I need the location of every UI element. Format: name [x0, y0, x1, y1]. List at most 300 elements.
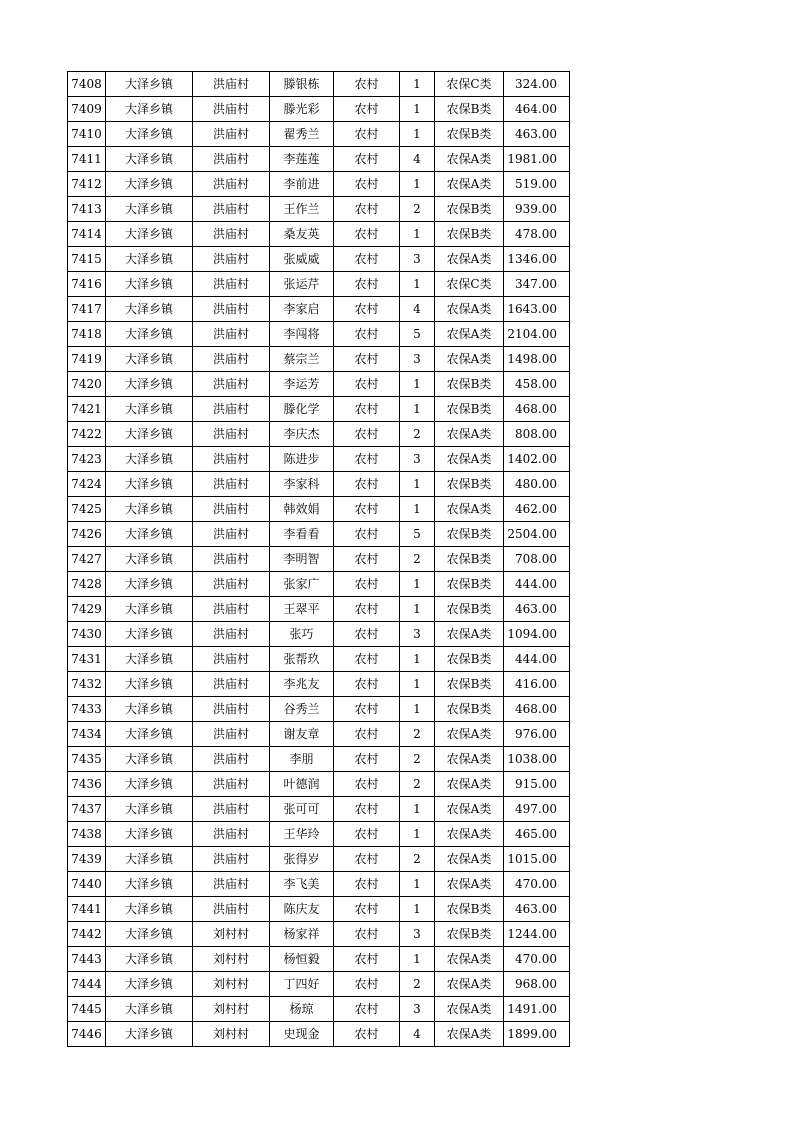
village-cell: 洪庙村: [193, 372, 270, 397]
table-row: [68, 247, 570, 272]
town-cell: 大泽乡镇: [106, 172, 193, 197]
amount-cell: 463.00: [504, 897, 570, 922]
id-cell: 7440: [68, 872, 106, 897]
village-cell: 洪庙村: [193, 222, 270, 247]
category-cell: 农保A类: [435, 297, 504, 322]
member-count-cell: 1: [400, 822, 435, 847]
category-cell: 农保B类: [435, 222, 504, 247]
village-cell: 刘村村: [193, 997, 270, 1022]
amount-cell: 462.00: [504, 497, 570, 522]
category-cell: 农保B类: [435, 922, 504, 947]
category-cell: 农保A类: [435, 772, 504, 797]
table-row: [68, 622, 570, 647]
amount-cell: 468.00: [504, 397, 570, 422]
category-cell: 农保A类: [435, 422, 504, 447]
member-count-cell: 1: [400, 572, 435, 597]
name-cell: 张得岁: [270, 847, 334, 872]
name-cell: 滕光彩: [270, 97, 334, 122]
amount-cell: 1899.00: [504, 1022, 570, 1047]
household-type-cell: 农村: [334, 347, 400, 372]
village-cell: 洪庙村: [193, 97, 270, 122]
category-cell: 农保B类: [435, 672, 504, 697]
id-cell: 7420: [68, 372, 106, 397]
name-cell: 叶德润: [270, 772, 334, 797]
records-table: [67, 71, 570, 1047]
member-count-cell: 2: [400, 772, 435, 797]
household-type-cell: 农村: [334, 1022, 400, 1047]
household-type-cell: 农村: [334, 422, 400, 447]
name-cell: 滕化学: [270, 397, 334, 422]
household-type-cell: 农村: [334, 822, 400, 847]
village-cell: 洪庙村: [193, 597, 270, 622]
amount-cell: 478.00: [504, 222, 570, 247]
id-cell: 7442: [68, 922, 106, 947]
village-cell: 洪庙村: [193, 447, 270, 472]
town-cell: 大泽乡镇: [106, 647, 193, 672]
village-cell: 洪庙村: [193, 322, 270, 347]
name-cell: 丁四好: [270, 972, 334, 997]
village-cell: 洪庙村: [193, 847, 270, 872]
category-cell: 农保B类: [435, 372, 504, 397]
id-cell: 7430: [68, 622, 106, 647]
village-cell: 洪庙村: [193, 247, 270, 272]
member-count-cell: 1: [400, 947, 435, 972]
name-cell: 李看看: [270, 522, 334, 547]
category-cell: 农保B类: [435, 897, 504, 922]
town-cell: 大泽乡镇: [106, 997, 193, 1022]
table-row: [68, 947, 570, 972]
amount-cell: 497.00: [504, 797, 570, 822]
household-type-cell: 农村: [334, 147, 400, 172]
village-cell: 洪庙村: [193, 397, 270, 422]
household-type-cell: 农村: [334, 897, 400, 922]
table-row: [68, 122, 570, 147]
category-cell: 农保B类: [435, 597, 504, 622]
amount-cell: 1498.00: [504, 347, 570, 372]
amount-cell: 470.00: [504, 947, 570, 972]
table-row: [68, 97, 570, 122]
town-cell: 大泽乡镇: [106, 447, 193, 472]
table-row: [68, 872, 570, 897]
amount-cell: 708.00: [504, 547, 570, 572]
town-cell: 大泽乡镇: [106, 222, 193, 247]
id-cell: 7443: [68, 947, 106, 972]
town-cell: 大泽乡镇: [106, 622, 193, 647]
id-cell: 7435: [68, 747, 106, 772]
amount-cell: 470.00: [504, 872, 570, 897]
household-type-cell: 农村: [334, 497, 400, 522]
category-cell: 农保A类: [435, 622, 504, 647]
category-cell: 农保A类: [435, 847, 504, 872]
town-cell: 大泽乡镇: [106, 122, 193, 147]
table-row: [68, 272, 570, 297]
amount-cell: 347.00: [504, 272, 570, 297]
table-row: [68, 972, 570, 997]
category-cell: 农保A类: [435, 322, 504, 347]
town-cell: 大泽乡镇: [106, 897, 193, 922]
table-row: [68, 322, 570, 347]
name-cell: 李家科: [270, 472, 334, 497]
household-type-cell: 农村: [334, 272, 400, 297]
member-count-cell: 1: [400, 647, 435, 672]
village-cell: 洪庙村: [193, 722, 270, 747]
table-row: [68, 822, 570, 847]
household-type-cell: 农村: [334, 97, 400, 122]
name-cell: 陈进步: [270, 447, 334, 472]
member-count-cell: 3: [400, 447, 435, 472]
member-count-cell: 1: [400, 222, 435, 247]
household-type-cell: 农村: [334, 397, 400, 422]
name-cell: 李飞美: [270, 872, 334, 897]
table-row: [68, 472, 570, 497]
amount-cell: 465.00: [504, 822, 570, 847]
village-cell: 洪庙村: [193, 497, 270, 522]
category-cell: 农保A类: [435, 722, 504, 747]
member-count-cell: 1: [400, 72, 435, 97]
household-type-cell: 农村: [334, 997, 400, 1022]
table-row: [68, 747, 570, 772]
member-count-cell: 1: [400, 397, 435, 422]
household-type-cell: 农村: [334, 247, 400, 272]
village-cell: 洪庙村: [193, 297, 270, 322]
member-count-cell: 1: [400, 472, 435, 497]
household-type-cell: 农村: [334, 197, 400, 222]
member-count-cell: 1: [400, 672, 435, 697]
amount-cell: 2104.00: [504, 322, 570, 347]
household-type-cell: 农村: [334, 672, 400, 697]
amount-cell: 458.00: [504, 372, 570, 397]
amount-cell: 1402.00: [504, 447, 570, 472]
village-cell: 洪庙村: [193, 522, 270, 547]
table-row: [68, 897, 570, 922]
member-count-cell: 5: [400, 522, 435, 547]
id-cell: 7436: [68, 772, 106, 797]
table-row: [68, 72, 570, 97]
town-cell: 大泽乡镇: [106, 497, 193, 522]
town-cell: 大泽乡镇: [106, 197, 193, 222]
id-cell: 7426: [68, 522, 106, 547]
member-count-cell: 2: [400, 197, 435, 222]
id-cell: 7433: [68, 697, 106, 722]
village-cell: 洪庙村: [193, 822, 270, 847]
household-type-cell: 农村: [334, 472, 400, 497]
id-cell: 7428: [68, 572, 106, 597]
town-cell: 大泽乡镇: [106, 147, 193, 172]
village-cell: 洪庙村: [193, 172, 270, 197]
name-cell: 李明智: [270, 547, 334, 572]
name-cell: 李兆友: [270, 672, 334, 697]
name-cell: 张可可: [270, 797, 334, 822]
member-count-cell: 1: [400, 797, 435, 822]
name-cell: 杨琼: [270, 997, 334, 1022]
household-type-cell: 农村: [334, 547, 400, 572]
table-row: [68, 572, 570, 597]
town-cell: 大泽乡镇: [106, 272, 193, 297]
village-cell: 洪庙村: [193, 797, 270, 822]
village-cell: 洪庙村: [193, 747, 270, 772]
table-row: [68, 1022, 570, 1047]
category-cell: 农保B类: [435, 647, 504, 672]
id-cell: 7438: [68, 822, 106, 847]
name-cell: 杨恒毅: [270, 947, 334, 972]
name-cell: 李闯将: [270, 322, 334, 347]
name-cell: 史现金: [270, 1022, 334, 1047]
town-cell: 大泽乡镇: [106, 947, 193, 972]
household-type-cell: 农村: [334, 697, 400, 722]
member-count-cell: 1: [400, 497, 435, 522]
member-count-cell: 4: [400, 1022, 435, 1047]
table-row: [68, 197, 570, 222]
id-cell: 7429: [68, 597, 106, 622]
household-type-cell: 农村: [334, 172, 400, 197]
household-type-cell: 农村: [334, 772, 400, 797]
member-count-cell: 3: [400, 622, 435, 647]
table-row: [68, 847, 570, 872]
village-cell: 洪庙村: [193, 422, 270, 447]
member-count-cell: 1: [400, 597, 435, 622]
id-cell: 7434: [68, 722, 106, 747]
town-cell: 大泽乡镇: [106, 297, 193, 322]
amount-cell: 1038.00: [504, 747, 570, 772]
member-count-cell: 1: [400, 697, 435, 722]
category-cell: 农保B类: [435, 122, 504, 147]
table-row: [68, 997, 570, 1022]
name-cell: 谢友章: [270, 722, 334, 747]
category-cell: 农保A类: [435, 172, 504, 197]
name-cell: 李莲莲: [270, 147, 334, 172]
village-cell: 洪庙村: [193, 72, 270, 97]
name-cell: 张帮玖: [270, 647, 334, 672]
name-cell: 杨家祥: [270, 922, 334, 947]
amount-cell: 1981.00: [504, 147, 570, 172]
category-cell: 农保B类: [435, 522, 504, 547]
village-cell: 洪庙村: [193, 697, 270, 722]
id-cell: 7439: [68, 847, 106, 872]
id-cell: 7421: [68, 397, 106, 422]
household-type-cell: 农村: [334, 972, 400, 997]
amount-cell: 468.00: [504, 697, 570, 722]
town-cell: 大泽乡镇: [106, 72, 193, 97]
town-cell: 大泽乡镇: [106, 247, 193, 272]
id-cell: 7409: [68, 97, 106, 122]
table-row: [68, 422, 570, 447]
town-cell: 大泽乡镇: [106, 372, 193, 397]
id-cell: 7422: [68, 422, 106, 447]
table-row: [68, 647, 570, 672]
table-row: [68, 397, 570, 422]
category-cell: 农保B类: [435, 397, 504, 422]
village-cell: 洪庙村: [193, 197, 270, 222]
category-cell: 农保A类: [435, 247, 504, 272]
table-row: [68, 797, 570, 822]
amount-cell: 464.00: [504, 97, 570, 122]
member-count-cell: 2: [400, 547, 435, 572]
name-cell: 李朋: [270, 747, 334, 772]
household-type-cell: 农村: [334, 222, 400, 247]
village-cell: 洪庙村: [193, 547, 270, 572]
amount-cell: 976.00: [504, 722, 570, 747]
town-cell: 大泽乡镇: [106, 422, 193, 447]
member-count-cell: 3: [400, 922, 435, 947]
name-cell: 张巧: [270, 622, 334, 647]
table-row: [68, 597, 570, 622]
village-cell: 刘村村: [193, 1022, 270, 1047]
member-count-cell: 1: [400, 172, 435, 197]
table-row: [68, 447, 570, 472]
amount-cell: 463.00: [504, 597, 570, 622]
village-cell: 刘村村: [193, 922, 270, 947]
name-cell: 蔡宗兰: [270, 347, 334, 372]
member-count-cell: 5: [400, 322, 435, 347]
amount-cell: 1094.00: [504, 622, 570, 647]
village-cell: 洪庙村: [193, 272, 270, 297]
town-cell: 大泽乡镇: [106, 522, 193, 547]
household-type-cell: 农村: [334, 322, 400, 347]
id-cell: 7424: [68, 472, 106, 497]
amount-cell: 444.00: [504, 647, 570, 672]
category-cell: 农保A类: [435, 347, 504, 372]
id-cell: 7413: [68, 197, 106, 222]
id-cell: 7412: [68, 172, 106, 197]
village-cell: 洪庙村: [193, 122, 270, 147]
category-cell: 农保C类: [435, 272, 504, 297]
town-cell: 大泽乡镇: [106, 797, 193, 822]
household-type-cell: 农村: [334, 522, 400, 547]
table-row: [68, 347, 570, 372]
household-type-cell: 农村: [334, 72, 400, 97]
category-cell: 农保B类: [435, 472, 504, 497]
amount-cell: 2504.00: [504, 522, 570, 547]
category-cell: 农保B类: [435, 197, 504, 222]
member-count-cell: 1: [400, 897, 435, 922]
table-row: [68, 722, 570, 747]
table-row: [68, 172, 570, 197]
amount-cell: 480.00: [504, 472, 570, 497]
data-sheet: [67, 71, 569, 1047]
id-cell: 7437: [68, 797, 106, 822]
id-cell: 7416: [68, 272, 106, 297]
id-cell: 7441: [68, 897, 106, 922]
town-cell: 大泽乡镇: [106, 922, 193, 947]
category-cell: 农保A类: [435, 1022, 504, 1047]
member-count-cell: 1: [400, 272, 435, 297]
id-cell: 7419: [68, 347, 106, 372]
name-cell: 张家广: [270, 572, 334, 597]
household-type-cell: 农村: [334, 597, 400, 622]
household-type-cell: 农村: [334, 947, 400, 972]
category-cell: 农保B类: [435, 697, 504, 722]
town-cell: 大泽乡镇: [106, 597, 193, 622]
amount-cell: 519.00: [504, 172, 570, 197]
member-count-cell: 1: [400, 372, 435, 397]
town-cell: 大泽乡镇: [106, 547, 193, 572]
household-type-cell: 农村: [334, 372, 400, 397]
amount-cell: 324.00: [504, 72, 570, 97]
table-body: [68, 72, 570, 1047]
category-cell: 农保A类: [435, 822, 504, 847]
village-cell: 洪庙村: [193, 647, 270, 672]
category-cell: 农保B类: [435, 547, 504, 572]
category-cell: 农保A类: [435, 872, 504, 897]
town-cell: 大泽乡镇: [106, 672, 193, 697]
town-cell: 大泽乡镇: [106, 472, 193, 497]
amount-cell: 915.00: [504, 772, 570, 797]
amount-cell: 1491.00: [504, 997, 570, 1022]
town-cell: 大泽乡镇: [106, 97, 193, 122]
town-cell: 大泽乡镇: [106, 872, 193, 897]
name-cell: 王作兰: [270, 197, 334, 222]
village-cell: 洪庙村: [193, 872, 270, 897]
town-cell: 大泽乡镇: [106, 347, 193, 372]
amount-cell: 1015.00: [504, 847, 570, 872]
id-cell: 7444: [68, 972, 106, 997]
id-cell: 7410: [68, 122, 106, 147]
category-cell: 农保A类: [435, 447, 504, 472]
household-type-cell: 农村: [334, 647, 400, 672]
member-count-cell: 4: [400, 297, 435, 322]
id-cell: 7415: [68, 247, 106, 272]
name-cell: 李家启: [270, 297, 334, 322]
town-cell: 大泽乡镇: [106, 822, 193, 847]
name-cell: 王翠平: [270, 597, 334, 622]
id-cell: 7414: [68, 222, 106, 247]
table-row: [68, 497, 570, 522]
member-count-cell: 3: [400, 247, 435, 272]
village-cell: 洪庙村: [193, 572, 270, 597]
household-type-cell: 农村: [334, 622, 400, 647]
member-count-cell: 2: [400, 972, 435, 997]
amount-cell: 939.00: [504, 197, 570, 222]
name-cell: 张威威: [270, 247, 334, 272]
table-row: [68, 147, 570, 172]
village-cell: 刘村村: [193, 947, 270, 972]
category-cell: 农保A类: [435, 797, 504, 822]
household-type-cell: 农村: [334, 122, 400, 147]
household-type-cell: 农村: [334, 447, 400, 472]
name-cell: 滕银栋: [270, 72, 334, 97]
category-cell: 农保A类: [435, 147, 504, 172]
category-cell: 农保B类: [435, 572, 504, 597]
category-cell: 农保A类: [435, 972, 504, 997]
amount-cell: 416.00: [504, 672, 570, 697]
category-cell: 农保A类: [435, 497, 504, 522]
table-row: [68, 522, 570, 547]
id-cell: 7446: [68, 1022, 106, 1047]
name-cell: 李前进: [270, 172, 334, 197]
category-cell: 农保C类: [435, 72, 504, 97]
household-type-cell: 农村: [334, 847, 400, 872]
town-cell: 大泽乡镇: [106, 722, 193, 747]
household-type-cell: 农村: [334, 297, 400, 322]
name-cell: 翟秀兰: [270, 122, 334, 147]
table-row: [68, 297, 570, 322]
village-cell: 洪庙村: [193, 622, 270, 647]
member-count-cell: 2: [400, 847, 435, 872]
id-cell: 7423: [68, 447, 106, 472]
table-row: [68, 772, 570, 797]
id-cell: 7417: [68, 297, 106, 322]
amount-cell: 968.00: [504, 972, 570, 997]
name-cell: 张运芹: [270, 272, 334, 297]
name-cell: 陈庆友: [270, 897, 334, 922]
town-cell: 大泽乡镇: [106, 847, 193, 872]
table-row: [68, 222, 570, 247]
village-cell: 洪庙村: [193, 897, 270, 922]
town-cell: 大泽乡镇: [106, 1022, 193, 1047]
amount-cell: 1643.00: [504, 297, 570, 322]
name-cell: 王华玲: [270, 822, 334, 847]
table-row: [68, 697, 570, 722]
